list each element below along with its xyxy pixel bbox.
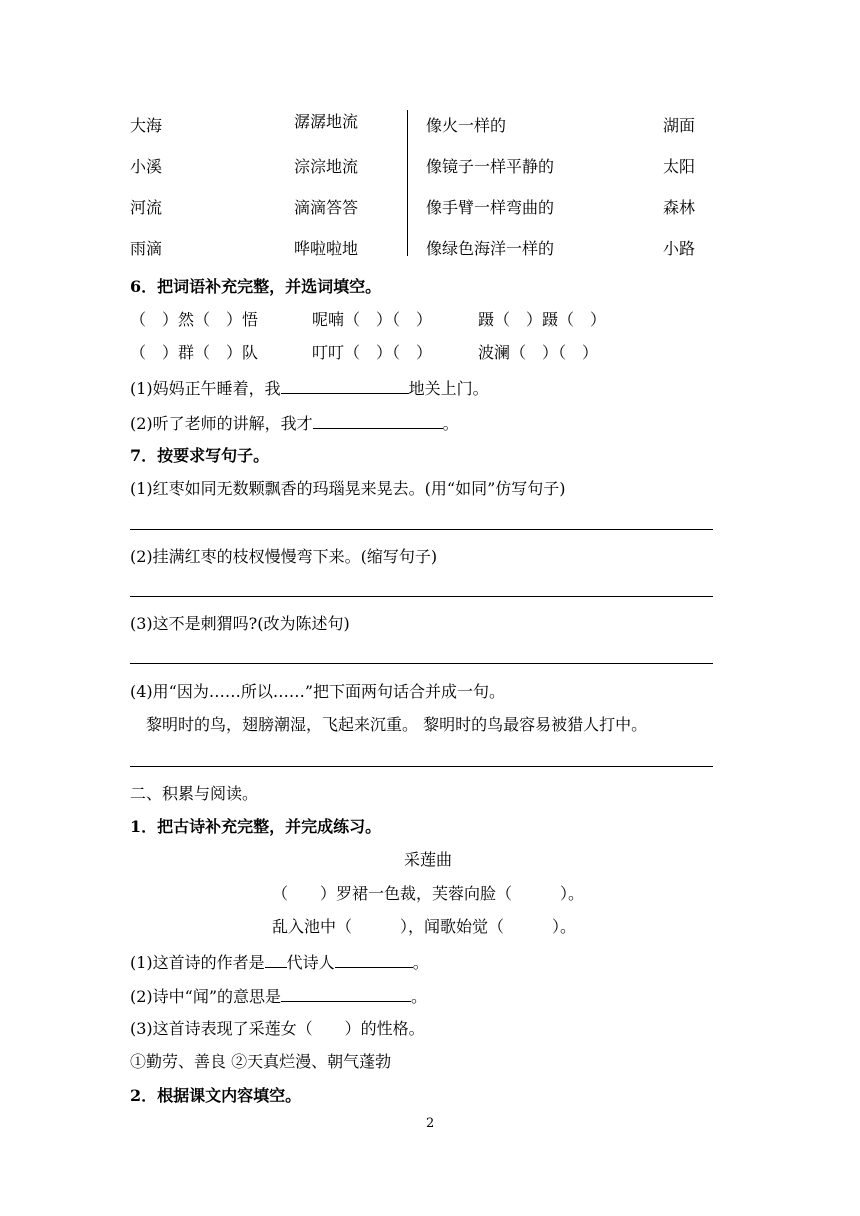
match-col4-item: 太阳 <box>663 157 696 176</box>
poem-q2 <box>130 985 427 1007</box>
page-number: 2 <box>426 1116 435 1131</box>
poem-title: 采莲曲 <box>404 850 453 869</box>
match-col2-item: 淙淙地流 <box>294 157 359 176</box>
match-col4-item: 小路 <box>663 239 696 258</box>
poem-q1-suffix: 。 <box>412 953 429 972</box>
match-col3-item: 像绿色海洋一样的 <box>426 239 555 258</box>
q7-title: 7．按要求写句子。 <box>130 446 270 465</box>
q7-s2: (2)挂满红枣的枝杈慢慢弯下来。(缩写句子) <box>130 547 438 566</box>
section2-q1-title: 1．把古诗补充完整，并完成练习。 <box>130 817 382 836</box>
poem-q2-suffix: 。 <box>411 987 428 1006</box>
poem-q3-options: ①勤劳、善良 ②天真烂漫、朝气蓬勃 <box>130 1052 392 1071</box>
q6-word-fill[interactable]: 蹑（ ）蹑（ ） <box>478 310 607 329</box>
q7-s1: (1)红枣如同无数颗飘香的玛瑙晃来晃去。(用“如同”仿写句子) <box>130 479 566 498</box>
poem-line-2: 乱入池中（ ），闻歌始觉（ ）。 <box>272 917 577 936</box>
match-divider <box>407 110 408 256</box>
match-col1-item: 大海 <box>130 116 163 135</box>
match-col2-item: 滴滴答答 <box>294 198 359 217</box>
section2-title: 二、积累与阅读。 <box>130 784 259 803</box>
poem-q2-blank[interactable] <box>281 985 411 1002</box>
q6-s1-suffix: 地关上门。 <box>408 379 489 398</box>
match-col3-item: 像火一样的 <box>426 116 507 135</box>
q6-word-fill[interactable]: 波澜（ ）（ ） <box>478 343 599 362</box>
q6-word-fill[interactable]: 叮叮（ ）（ ） <box>312 343 433 362</box>
match-col4-item: 湖面 <box>663 116 696 135</box>
q7-s1-answer-line[interactable] <box>130 529 713 530</box>
q6-s2-prefix: (2)听了老师的讲解，我才 <box>130 414 313 433</box>
poem-q2-prefix: (2)诗中“闻”的意思是 <box>130 987 282 1006</box>
match-col2-item: 潺潺地流 <box>294 112 359 131</box>
q7-s3-answer-line[interactable] <box>130 663 713 664</box>
poem-q1-blank-poet[interactable] <box>335 951 413 968</box>
match-col1-item: 河流 <box>130 198 163 217</box>
q6-word-fill[interactable]: 呢喃（ ）（ ） <box>312 310 433 329</box>
match-col2-item: 哗啦啦地 <box>294 239 359 258</box>
q7-s3: (3)这不是刺猬吗?(改为陈述句) <box>130 614 350 633</box>
poem-q1-blank-dynasty[interactable] <box>265 951 287 968</box>
q7-s4-answer-line[interactable] <box>130 766 713 767</box>
poem-q1-prefix: (1)这首诗的作者是 <box>130 953 265 972</box>
poem-q1-middle: 代诗人 <box>286 953 335 972</box>
q6-s2-suffix: 。 <box>442 414 459 433</box>
match-col1-item: 小溪 <box>130 157 163 176</box>
q6-sentence-2 <box>130 412 459 434</box>
match-col3-item: 像镜子一样平静的 <box>426 157 555 176</box>
poem-q3: (3)这首诗表现了采莲女（ ）的性格。 <box>130 1019 425 1038</box>
q6-s2-blank[interactable] <box>313 412 443 429</box>
q6-word-fill[interactable]: （ ）然（ ）悟 <box>130 310 259 329</box>
q7-s2-answer-line[interactable] <box>130 596 713 597</box>
match-col4-item: 森林 <box>663 198 696 217</box>
q6-word-fill[interactable]: （ ）群（ ）队 <box>130 343 259 362</box>
section2-q2-title: 2．根据课文内容填空。 <box>130 1086 302 1105</box>
match-col1-item: 雨滴 <box>130 239 163 258</box>
q7-s4-text: 黎明时的鸟，翅膀潮湿，飞起来沉重。 黎明时的鸟最容易被猎人打中。 <box>146 715 648 734</box>
poem-q1 <box>130 951 429 973</box>
match-col3-item: 像手臂一样弯曲的 <box>426 198 555 217</box>
q6-s1-blank[interactable] <box>281 377 409 394</box>
q6-s1-prefix: (1)妈妈正午睡着，我 <box>130 379 281 398</box>
poem-line-1: （ ）罗裙一色裁，芙蓉向脸（ ）。 <box>272 884 585 903</box>
q7-s4: (4)用“因为……所以……”把下面两句话合并成一句。 <box>130 682 506 701</box>
q6-sentence-1 <box>130 377 489 399</box>
q6-title: 6．把词语补充完整，并选词填空。 <box>130 277 382 296</box>
